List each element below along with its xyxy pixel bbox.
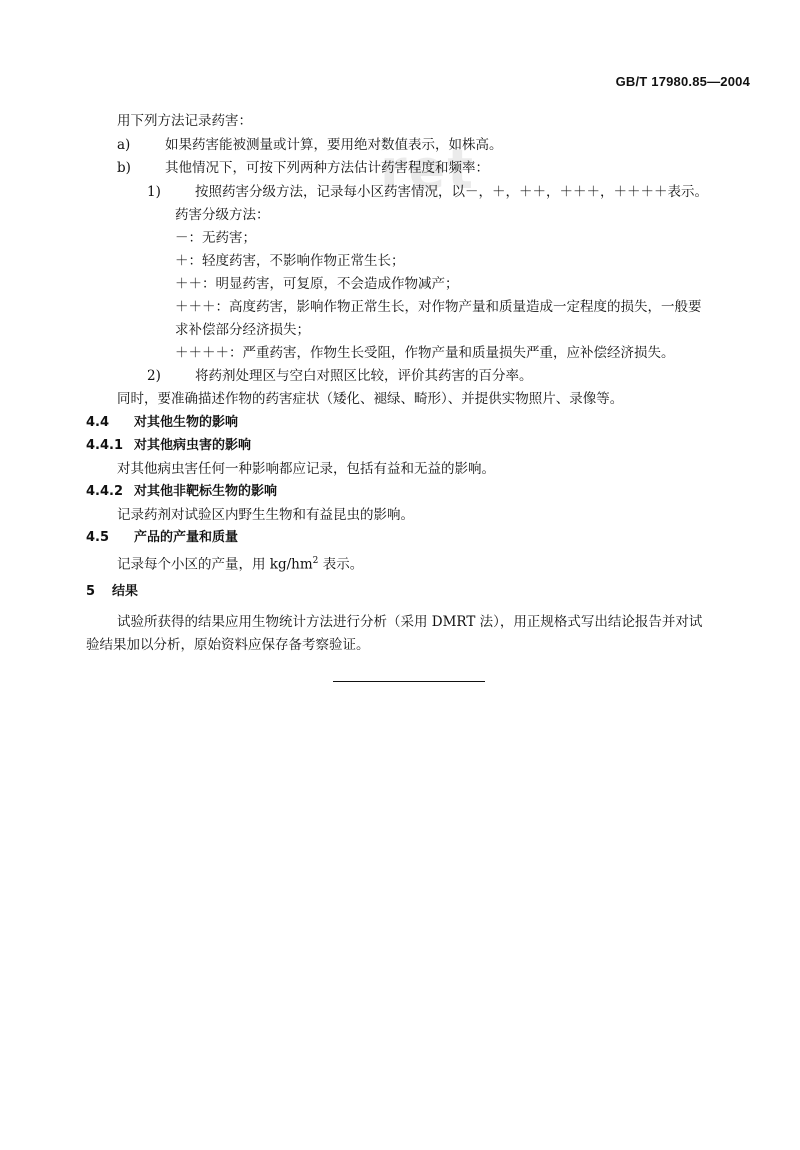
- item-b2: [147, 366, 533, 386]
- section-5-body-line2: 验结果加以分析，原始资料应保存备考察验证。: [86, 637, 370, 653]
- section-5-body-line1: 试验所获得的结果应用生物统计方法进行分析（采用 DMRT 法），用正规格式写出结论报告并对试: [117, 614, 703, 630]
- section-4-4-1-heading: [86, 436, 251, 456]
- item-b1-marker: 1): [147, 184, 161, 200]
- section-4-4-2-heading: [86, 482, 277, 502]
- section-4-4-title: 对其他生物的影响: [134, 415, 239, 430]
- grading-title: 药害分级方法：: [175, 207, 270, 223]
- section-4-5-body-pre: 记录每个小区的产量，用 kg/hm: [117, 556, 313, 573]
- end-rule: [333, 681, 485, 682]
- standard-number: GB/T 17980.85—2004: [615, 74, 750, 89]
- item-b1: [147, 182, 708, 202]
- section-5-heading: [86, 582, 138, 602]
- item-b: [117, 158, 489, 178]
- item-b-text: 其他情况下，可按下列两种方法估计药害程度和频率：: [165, 160, 489, 176]
- section-4-5-heading: [86, 528, 238, 548]
- watermark-text: ret: [380, 138, 476, 201]
- section-4-4-heading: [86, 413, 238, 433]
- section-4-4-2-number: 4.4.2: [86, 484, 124, 499]
- section-4-4-1-body: 对其他病虫害任何一种影响都应记录，包括有益和无益的影响。: [117, 461, 495, 477]
- section-4-5-body: [117, 551, 363, 575]
- item-a-text: 如果药害能被测量或计算，要用绝对数值表示，如株高。: [165, 137, 503, 153]
- section-4-4-2-body: 记录药剂对试验区内野生生物和有益昆虫的影响。: [117, 507, 414, 523]
- section-4-4-number: 4.4: [86, 415, 110, 430]
- section-4-5-title: 产品的产量和质量: [134, 530, 239, 545]
- item-b-marker: b): [117, 160, 131, 176]
- section-4-5-body-sup: 2: [312, 556, 319, 566]
- section-5-number: 5: [86, 584, 96, 599]
- symptom-description: 同时，要准确描述作物的药害症状（矮化、褪绿、畸形）、并提供实物照片、录像等。: [117, 391, 624, 407]
- item-b2-marker: 2): [147, 368, 161, 384]
- grade-severe: ＋＋＋＋：严重药害，作物生长受阻，作物产量和质量损失严重，应补偿经济损失。: [175, 345, 675, 361]
- item-a: [117, 135, 503, 155]
- item-b1-text: 按照药害分级方法，记录每小区药害情况，以－，＋，＋＋，＋＋＋，＋＋＋＋表示。: [195, 184, 708, 200]
- section-4-5-body-post: 表示。: [318, 556, 364, 573]
- grade-high-cont: 求补偿部分经济损失；: [175, 322, 310, 338]
- item-a-marker: a): [117, 137, 131, 153]
- grade-high: ＋＋＋：高度药害，影响作物正常生长，对作物产量和质量造成一定程度的损失，一般要: [175, 299, 702, 315]
- grade-obvious: ＋＋：明显药害，可复原，不会造成作物减产；: [175, 276, 459, 292]
- item-b2-text: 将药剂处理区与空白对照区比较，评价其药害的百分率。: [195, 368, 533, 384]
- grade-light: ＋：轻度药害，不影响作物正常生长；: [175, 253, 405, 269]
- section-5-title: 结果: [112, 584, 139, 599]
- record-method-intro: 用下列方法记录药害：: [117, 113, 252, 129]
- section-4-5-number: 4.5: [86, 530, 110, 545]
- section-4-4-1-number: 4.4.1: [86, 438, 124, 453]
- grade-none: －：无药害；: [175, 230, 256, 246]
- section-4-4-1-title: 对其他病虫害的影响: [134, 438, 252, 453]
- section-4-4-2-title: 对其他非靶标生物的影响: [134, 484, 278, 499]
